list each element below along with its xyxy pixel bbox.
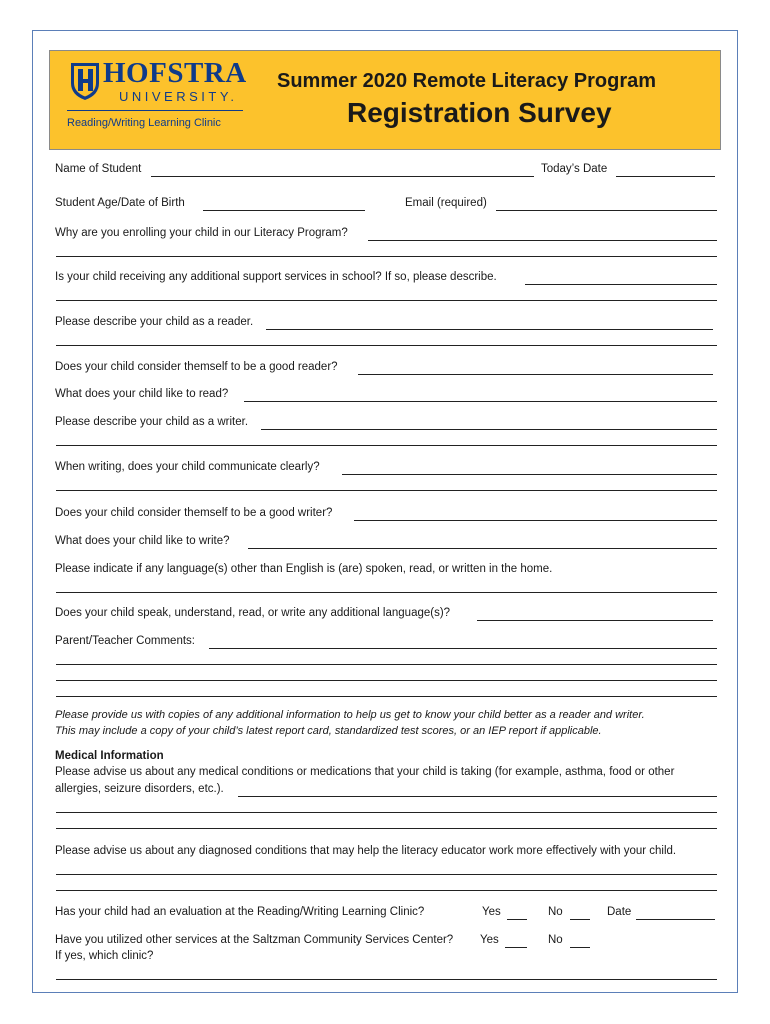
logo-divider [67, 110, 243, 111]
communicate-clearly-line-2[interactable] [56, 490, 717, 491]
describe-reader-label: Please describe your child as a reader. [55, 316, 254, 328]
evaluation-no-field[interactable] [570, 919, 590, 920]
services-no-label: No [548, 934, 563, 946]
note-line-1: Please provide us with copies of any additional information to help us get to know your child better as a reader and writer. [55, 709, 645, 721]
which-clinic-field[interactable] [56, 979, 717, 980]
describe-writer-label: Please describe your child as a writer. [55, 416, 249, 428]
services-label: Have you utilized other services at the Saltzman Community Services Center? [55, 934, 454, 946]
why-enrolling-line-2[interactable] [56, 256, 717, 257]
todays-date-label: Today’s Date [541, 163, 608, 175]
name-of-student-label: Name of Student [55, 163, 142, 175]
describe-writer-line-2[interactable] [56, 445, 717, 446]
comments-label: Parent/Teacher Comments: [55, 635, 195, 647]
good-reader-label: Does your child consider themself to be a good reader? [55, 361, 338, 373]
why-enrolling-label: Why are you enrolling your child in our Literacy Program? [55, 227, 348, 239]
email-field[interactable] [496, 210, 717, 211]
good-reader-field[interactable] [358, 374, 713, 375]
medical-line-3[interactable] [56, 812, 717, 813]
services-yes-field[interactable] [505, 947, 527, 948]
like-to-write-label: What does your child like to write? [55, 535, 230, 547]
medical-line-2: allergies, seizure disorders, etc.). [55, 783, 224, 795]
other-languages-field[interactable] [56, 592, 717, 593]
why-enrolling-field[interactable] [368, 240, 717, 241]
program-title: Summer 2020 Remote Literacy Program [277, 70, 657, 92]
hofstra-logo [67, 57, 259, 136]
note-line-2: This may include a copy of your child’s latest report card, standardized test scores, or an IEP report if applicable. [55, 725, 602, 737]
other-languages-label: Please indicate if any language(s) other than English is (are) spoken, read, or written in the home. [55, 563, 553, 575]
clinic-name: Reading/Writing Learning Clinic [67, 117, 221, 129]
diagnosed-field[interactable] [56, 874, 717, 875]
evaluation-yes-field[interactable] [507, 919, 527, 920]
communicate-clearly-label: When writing, does your child communicate clearly? [55, 461, 320, 473]
comments-line-2[interactable] [56, 664, 717, 665]
diagnosed-line-2[interactable] [56, 890, 717, 891]
additional-languages-field[interactable] [477, 620, 713, 621]
like-to-read-label: What does your child like to read? [55, 388, 229, 400]
survey-title: Registration Survey [347, 97, 612, 128]
services-no-field[interactable] [570, 947, 590, 948]
good-writer-field[interactable] [354, 520, 717, 521]
age-dob-label: Student Age/Date of Birth [55, 197, 185, 209]
which-clinic-label: If yes, which clinic? [55, 950, 154, 962]
support-services-field[interactable] [525, 284, 717, 285]
describe-writer-field[interactable] [261, 429, 717, 430]
support-services-label: Is your child receiving any additional support services in school? If so, please describe. [55, 271, 497, 283]
comments-field[interactable] [209, 648, 717, 649]
services-yes-label: Yes [480, 934, 499, 946]
additional-languages-label: Does your child speak, understand, read, or write any additional language(s)? [55, 607, 451, 619]
evaluation-date-label: Date [607, 906, 632, 918]
todays-date-field[interactable] [616, 176, 715, 177]
comments-line-3[interactable] [56, 680, 717, 681]
medical-line-4[interactable] [56, 828, 717, 829]
logo-name: HOFSTRA [103, 57, 247, 89]
logo-subtitle: UNIVERSITY. [119, 89, 238, 104]
evaluation-date-field[interactable] [636, 919, 715, 920]
like-to-read-field[interactable] [244, 401, 717, 402]
medical-heading: Medical Information [55, 750, 164, 762]
name-of-student-field[interactable] [151, 176, 534, 177]
support-services-line-2[interactable] [56, 300, 717, 301]
medical-line-1: Please advise us about any medical conditions or medications that your child is taking (for example, asthma, food or other [55, 766, 675, 778]
like-to-write-field[interactable] [248, 548, 717, 549]
evaluation-yes-label: Yes [482, 906, 501, 918]
describe-reader-line-2[interactable] [56, 345, 717, 346]
age-dob-field[interactable] [203, 210, 365, 211]
medical-field[interactable] [238, 796, 717, 797]
evaluation-label: Has your child had an evaluation at the Reading/Writing Learning Clinic? [55, 906, 425, 918]
diagnosed-label: Please advise us about any diagnosed conditions that may help the literacy educator work more effectively with your child. [55, 845, 677, 857]
evaluation-no-label: No [548, 906, 563, 918]
good-writer-label: Does your child consider themself to be a good writer? [55, 507, 333, 519]
communicate-clearly-field[interactable] [342, 474, 717, 475]
comments-line-4[interactable] [56, 696, 717, 697]
email-label: Email (required) [405, 197, 487, 209]
shield-icon [69, 61, 101, 101]
describe-reader-field[interactable] [266, 329, 713, 330]
